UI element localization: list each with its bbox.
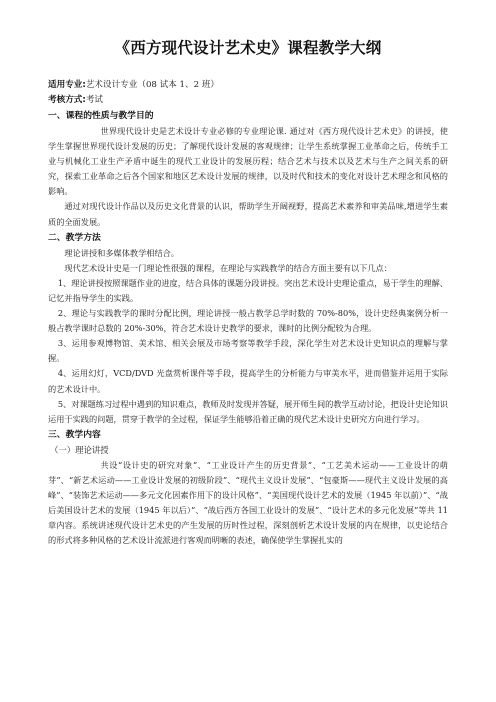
method-item: 1、理论讲授按照课题作业的进度，结合具体的课题分段讲授。突出艺术设计史理论重点，易于学生的理解、记忆并指导学生的实践。 — [48, 277, 448, 303]
section-content-paragraph-1: 共设“设计史的研究对象”、“工业设计产生的历史背景”、“工艺美术运动——工业设计的萌芽”、“新艺术运动——工业设计发展的初级阶段”、“现代主义设计发展”、“包豪斯——现代主义设计发展的高峰”、“装饰艺术运动——多元文化因素作用下的设计风格”、“美国现代设计艺术的发展（1945 年以前）”、“战后美国设计艺术的发展（1945 年以后）”、“战后西方各国工业设计的发展”、“设计艺术的多元化发展”等共 11 章内容。系统讲述现代设计艺术史的产生发展的历时性过程，深刻剖析艺术设计发展的内在规律，以史论结合的形式将多种风格的艺术设计流派进行客观而明晰的表述，确保使学生掌握扎实的 — [48, 459, 448, 546]
document-title: 《西方现代设计艺术史》课程教学大纲 — [114, 39, 382, 57]
section-nature-paragraph-1: 世界现代设计史是艺术设计专业必修的专业理论课. 通过对《西方现代设计艺术史》的讲授，使学生掌握世界现代设计发展的历史；了解现代设计发展的客观规律；让学生系统掌握工业革命之后，传统手工业与机械化工业生产矛盾中诞生的现代工业设计的发展历程；结合艺术与技术以及艺术与生产之间关系的研究，探索工业革命之后各个国家和地区艺术设计发展的规律，以及时代和技术的变化对设计艺术理念和风格的影响。 — [48, 126, 448, 197]
meta-major-key: 适用专业: — [48, 80, 86, 90]
method-item: 5、对课题练习过程中遇到的知识难点，教师及时发现并答疑，展开师生间的教学互动讨论，把设计史论知识运用于实践的问题，贯穿于教学的全过程，保证学生能够沿着正确的现代艺术设计史研究方向进行学习。 — [48, 398, 448, 424]
section-heading-method: 二、教学方法 — [48, 232, 101, 243]
section-nature-paragraph-2: 通过对现代设计作品以及历史文化背景的认识，帮助学生开阔视野，提高艺术素养和审美品味,增进学生素质的全面发展。 — [48, 201, 448, 227]
meta-major-value: 艺术设计专业（08 试本 1、2 班） — [85, 80, 220, 90]
section-heading-content: 三、教学内容 — [48, 429, 101, 440]
section-method-paragraph-2: 现代艺术设计史是一门理论性很强的课程，在理论与实践教学的结合方面主要有以下几点： — [64, 262, 392, 273]
section-heading-nature: 一、课程的性质与教学目的 — [48, 111, 154, 121]
method-item: 3、运用参观博物馆、美术馆、相关会展及市场考察等教学手段，深化学生对艺术设计史知识点的理解与掌握。 — [48, 338, 448, 364]
subsection-heading-lecture: （一）理论讲授 — [50, 444, 109, 455]
meta-major — [48, 78, 448, 93]
method-item: 4、运用幻灯，VCD/DVD 光盘赏析课件等手段，提高学生的分析能力与审美水平，进而借鉴并运用于实际的艺术设计中。 — [48, 368, 448, 394]
meta-exam-value: 考试 — [85, 95, 104, 105]
section-method-paragraph-1: 理论讲授和多媒体教学相结合。 — [64, 247, 180, 258]
meta-exam-key: 考核方式: — [48, 95, 86, 105]
meta-exam — [48, 93, 448, 108]
method-item: 2、理论与实践教学的课时分配比例，理论讲授一般占教学总学时数的 70%-80%，设计史经典案例分析一般占教学课时总数的 20%-30%，符合艺术设计史教学的要求，课时的比例分配较为合理。 — [48, 308, 448, 334]
